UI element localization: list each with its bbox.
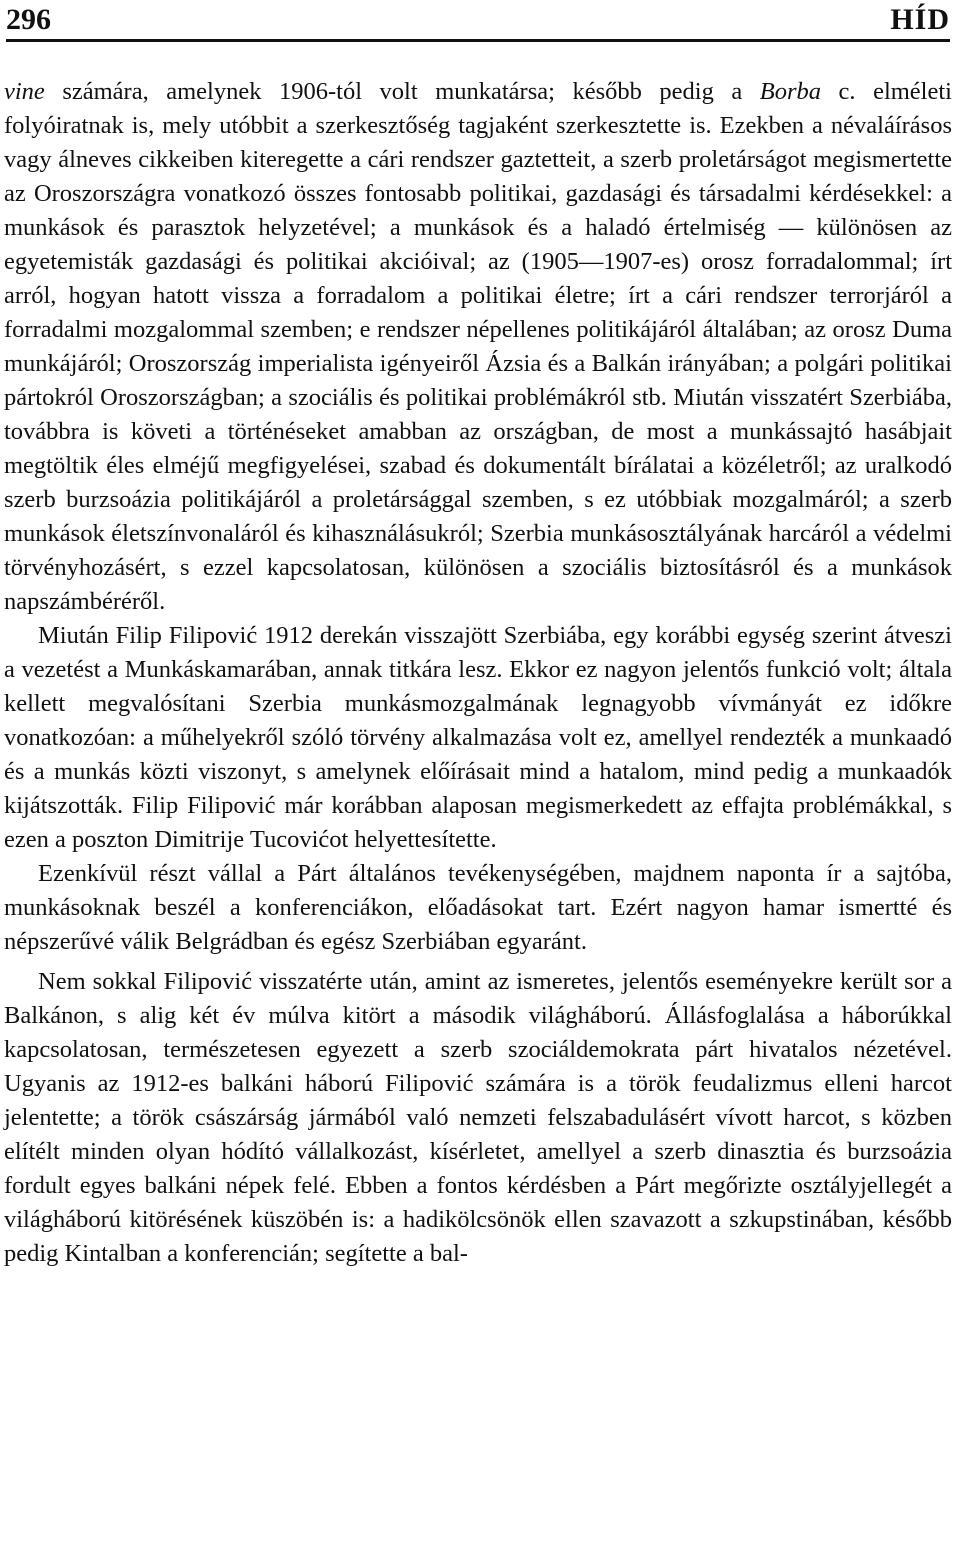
paragraph-4: Nem sokkal Filipović visszatérte után, amint az ismeretes, jelentős eseményekre került sor a Balkánon, s alig két év múlva kitört a második világháború. Állásfoglalása a háborúkkal kapcsolatosan, természetesen egyezett a szerb szociáldemokrata párt hivatalos nézetével. Ugyanis az 1912-es balkáni háború Filipović számára is a török feudalizmus elleni harcot jelentette; a török császárság jármából való nemzeti felszabadulásért vívott harcot, s közben elítélt minden olyan hódító vállalkozást, kísérletet, amellyel a szerb dinasztia és burzsoázia fordult egyes balkáni népek felé. Ebben a fontos kérdésben a Párt megőrizte osztályjellegét a világháború kitörésének küszöbén is: a hadikölcsönök ellen szavazott a szkupstinában, később pedig Kintalban a konferencián; segítette a bal-: [4, 968, 952, 1267]
running-title: HÍD: [890, 3, 950, 36]
paragraph-1-text-a: számára, amelynek 1906-tól volt munkatársa; később pedig a: [44, 78, 760, 105]
header-rule: [6, 39, 950, 42]
body-text: [4, 75, 952, 1271]
paragraph-3: Ezenkívül részt vállal a Párt általános tevékenységében, majdnem naponta ír a sajtóba, munkásoknak beszél a konferenciákon, előadásokat tart. Ezért nagyon hamar ismertté és népszerűvé válik Belgrádban és egész Szerbiában egyaránt.: [4, 860, 952, 955]
page-header: [6, 0, 950, 40]
page-number: 296: [6, 3, 51, 36]
paragraph-1-text-b: c. elméleti folyóiratnak is, mely utóbbit a szerkesztőség tagjaként szerkesztette is. Ezekben a névaláírásos vagy álneves cikkeiben kiteregette a cári rendszer gaztetteit, a szerb proletárságot megismertette az Oroszországra vonatkozó összes fontosabb politikai, gazdasági és társadalmi kérdésekkel: a munkások és parasztok helyzetével; a munkások és a haladó értelmiség — különösen az egyetemisták gazdasági és politikai akcióival; az (1905—1907-es) orosz forradalommal; írt arról, hogyan hatott vissza a forradalom a politikai életre; írt a cári rendszer terrorjáról a forradalmi mozgalommal szemben; e rendszer népellenes politikájáról általában; az orosz Duma munkájáról; Oroszország imperialista igényeiről Ázsia és a Balkán irányában; a polgári politikai pártokról Oroszországban; a szociális és politikai problémákról stb. Miután visszatért Szerbiába, továbbra is követi a történéseket amabban az országban, de most a munkássajtó hasábjait megtöltik éles elméjű megfigyelései, szabad és dokumentált bírálatai a közéletről; az uralkodó szerb burzsoázia politikájáról a proletársággal szemben, s ez utóbbiak mozgalmáról; a szerb munkások életszínvonaláról és kihasználásukról; Szerbia munkásosztályának harcáról a védelmi törvényhozásért, s ezzel kapcsolatosan, különösen a szociális biztosításról és a munkások napszámbéréről.: [4, 78, 952, 615]
italic-word-borba: Borba: [759, 78, 822, 105]
italic-word-vine: vine: [4, 78, 45, 105]
paragraph-2: Miután Filip Filipović 1912 derekán visszajött Szerbiába, egy korábbi egység szerint átveszi a vezetést a Munkáskamarában, annak titkára lesz. Ekkor ez nagyon jelentős funkció volt; általa kellett megvalósítani Szerbia munkásmozgalmának legnagyobb vívmányát ez időkre vonatkozóan: a műhelyekről szóló törvény alkalmazása volt ez, amellyel rendezték a munkaadó és a munkás közti viszonyt, s amelynek előírásait mind a hatalom, mind pedig a munkaadók kijátszották. Filip Filipović már korábban alaposan megismerkedett az effajta problémákkal, s ezen a poszton Dimitrije Tucovićot helyettesítette.: [4, 622, 952, 853]
paragraph-1: [4, 75, 952, 619]
